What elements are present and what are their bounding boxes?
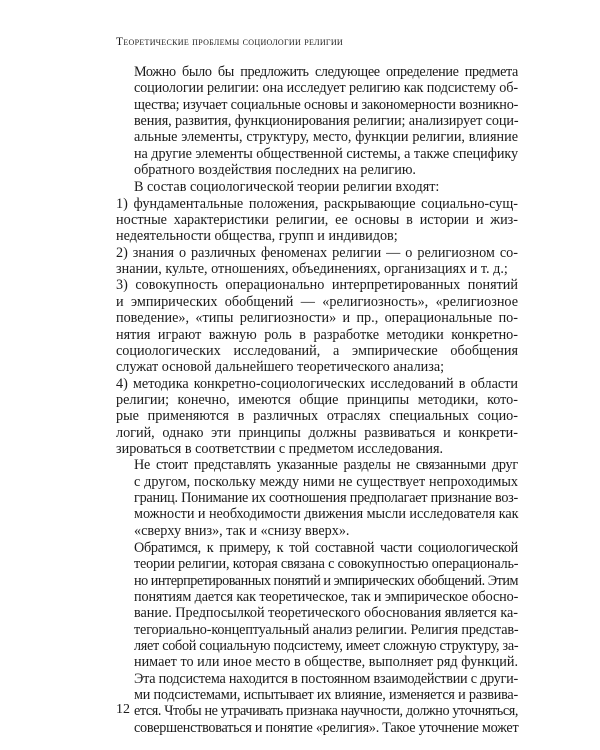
text-line: альные элементы, структуру, место, функции религии, влияние	[134, 129, 518, 146]
text-line: теории религии, которая связана с совокупностью операциональ-	[134, 556, 519, 573]
text-line: можности и необходимости движения мысли исследователя как	[134, 506, 519, 523]
text-line: границ. Понимание их соотношения предполагает признание воз-	[134, 489, 518, 506]
list-item	[116, 277, 518, 375]
text-line: понятиям дается как теоретическое, так и эмпирическое обосно-	[134, 589, 519, 605]
text-line: ляет собой социальную подсистему, имеет сложную структуру, за-	[134, 638, 519, 655]
paragraph	[116, 540, 518, 736]
text-line: вание. Предпосылкой теоретического обоснования является ка-	[134, 605, 518, 622]
text-line: логий, однако эти принципы должны развиваться и конкрети-	[116, 424, 518, 441]
text-line: тегориально-концептуальный анализ религии. Религия представ-	[134, 621, 519, 638]
text-line: но интерпретированных понятий и эмпирических обобщений. Этим	[134, 572, 518, 589]
text-line: и эмпирических обобщений — «религиозность», «религиозное	[116, 293, 518, 310]
text-line: социологии религии: она исследует религию как подсистему об-	[134, 80, 518, 97]
text-line: с другом, поскольку между ними не существует непроходимых	[134, 473, 518, 490]
paragraph	[116, 179, 518, 195]
text-line: щества; изучает социальные основы и закономерности возникно-	[134, 96, 519, 113]
text-line: нимает то или иное место в обществе, выполняет ряд функций.	[134, 654, 518, 671]
text-line: В состав социологической теории религии входят:	[134, 179, 440, 196]
text-line: поведение», «типы религиозности» и пр., операциональные по-	[116, 310, 518, 327]
list-item	[116, 376, 518, 458]
text-line: нятия играют важную роль в разработке методики конкретно-	[116, 326, 518, 343]
text-line: Можно было бы предложить следующее определение предмета	[134, 64, 518, 80]
text-line: на другие элементы общественной системы, а также специфику	[134, 145, 519, 162]
text-line: Не стоит представлять указанные разделы не связанными друг	[134, 457, 518, 474]
text-line: недеятельности общества, групп и индивидов;	[116, 228, 398, 245]
text-line: 2) знания о различных феноменах религии — о религиозном со-	[116, 244, 518, 261]
text-line: знании, культе, отношениях, объединениях, организациях и т. д.;	[116, 261, 508, 278]
text-line: совершенствоваться и понятие «религия». Такое уточнение может	[134, 719, 519, 736]
text-line: 1) фундаментальные положения, раскрывающие социально-сущ-	[116, 195, 518, 212]
paragraph	[116, 457, 518, 539]
text-line: зироваться в соответствии с предметом исследования.	[116, 440, 444, 457]
text-line: 4) методика конкретно-социологических исследований в области	[116, 375, 518, 392]
text-line: рые применяются в различных отраслях специальных социо-	[116, 408, 518, 425]
text-line: ностные характеристики религии, ее основы в истории и жиз-	[116, 212, 518, 229]
page-number: 12	[116, 702, 130, 717]
text-line: вения, развития, функционирования религии; анализирует соци-	[134, 113, 519, 130]
text-line: Обратимся, к примеру, к той составной части социологической	[134, 539, 518, 556]
list-item	[116, 245, 518, 278]
paragraph	[116, 64, 518, 178]
body-text	[116, 64, 518, 736]
text-line: 3) совокупность операционально интерпретированных понятий	[116, 277, 518, 294]
book-page	[116, 0, 518, 750]
text-line: «сверху вниз», так и «снизу вверх».	[134, 522, 350, 539]
text-line: ется. Чтобы не утрачивать признака научности, должно уточняться,	[134, 703, 518, 720]
text-line: служат основой дальнейшего теоретического анализа;	[116, 359, 445, 376]
running-head: Теоретические проблемы социологии религии	[116, 36, 343, 48]
text-line: ми подсистемами, испытывает их влияние, изменяется и развива-	[134, 687, 518, 704]
text-line: религии; конечно, имеются общие принципы методики, кото-	[116, 391, 518, 408]
text-line: Эта подсистема находится в постоянном взаимодействии с други-	[134, 670, 518, 687]
list-item	[116, 196, 518, 245]
text-line: обратного воздействия последних на религию.	[134, 162, 416, 179]
text-line: социологических исследований, а эмпирические обобщения	[116, 342, 518, 359]
